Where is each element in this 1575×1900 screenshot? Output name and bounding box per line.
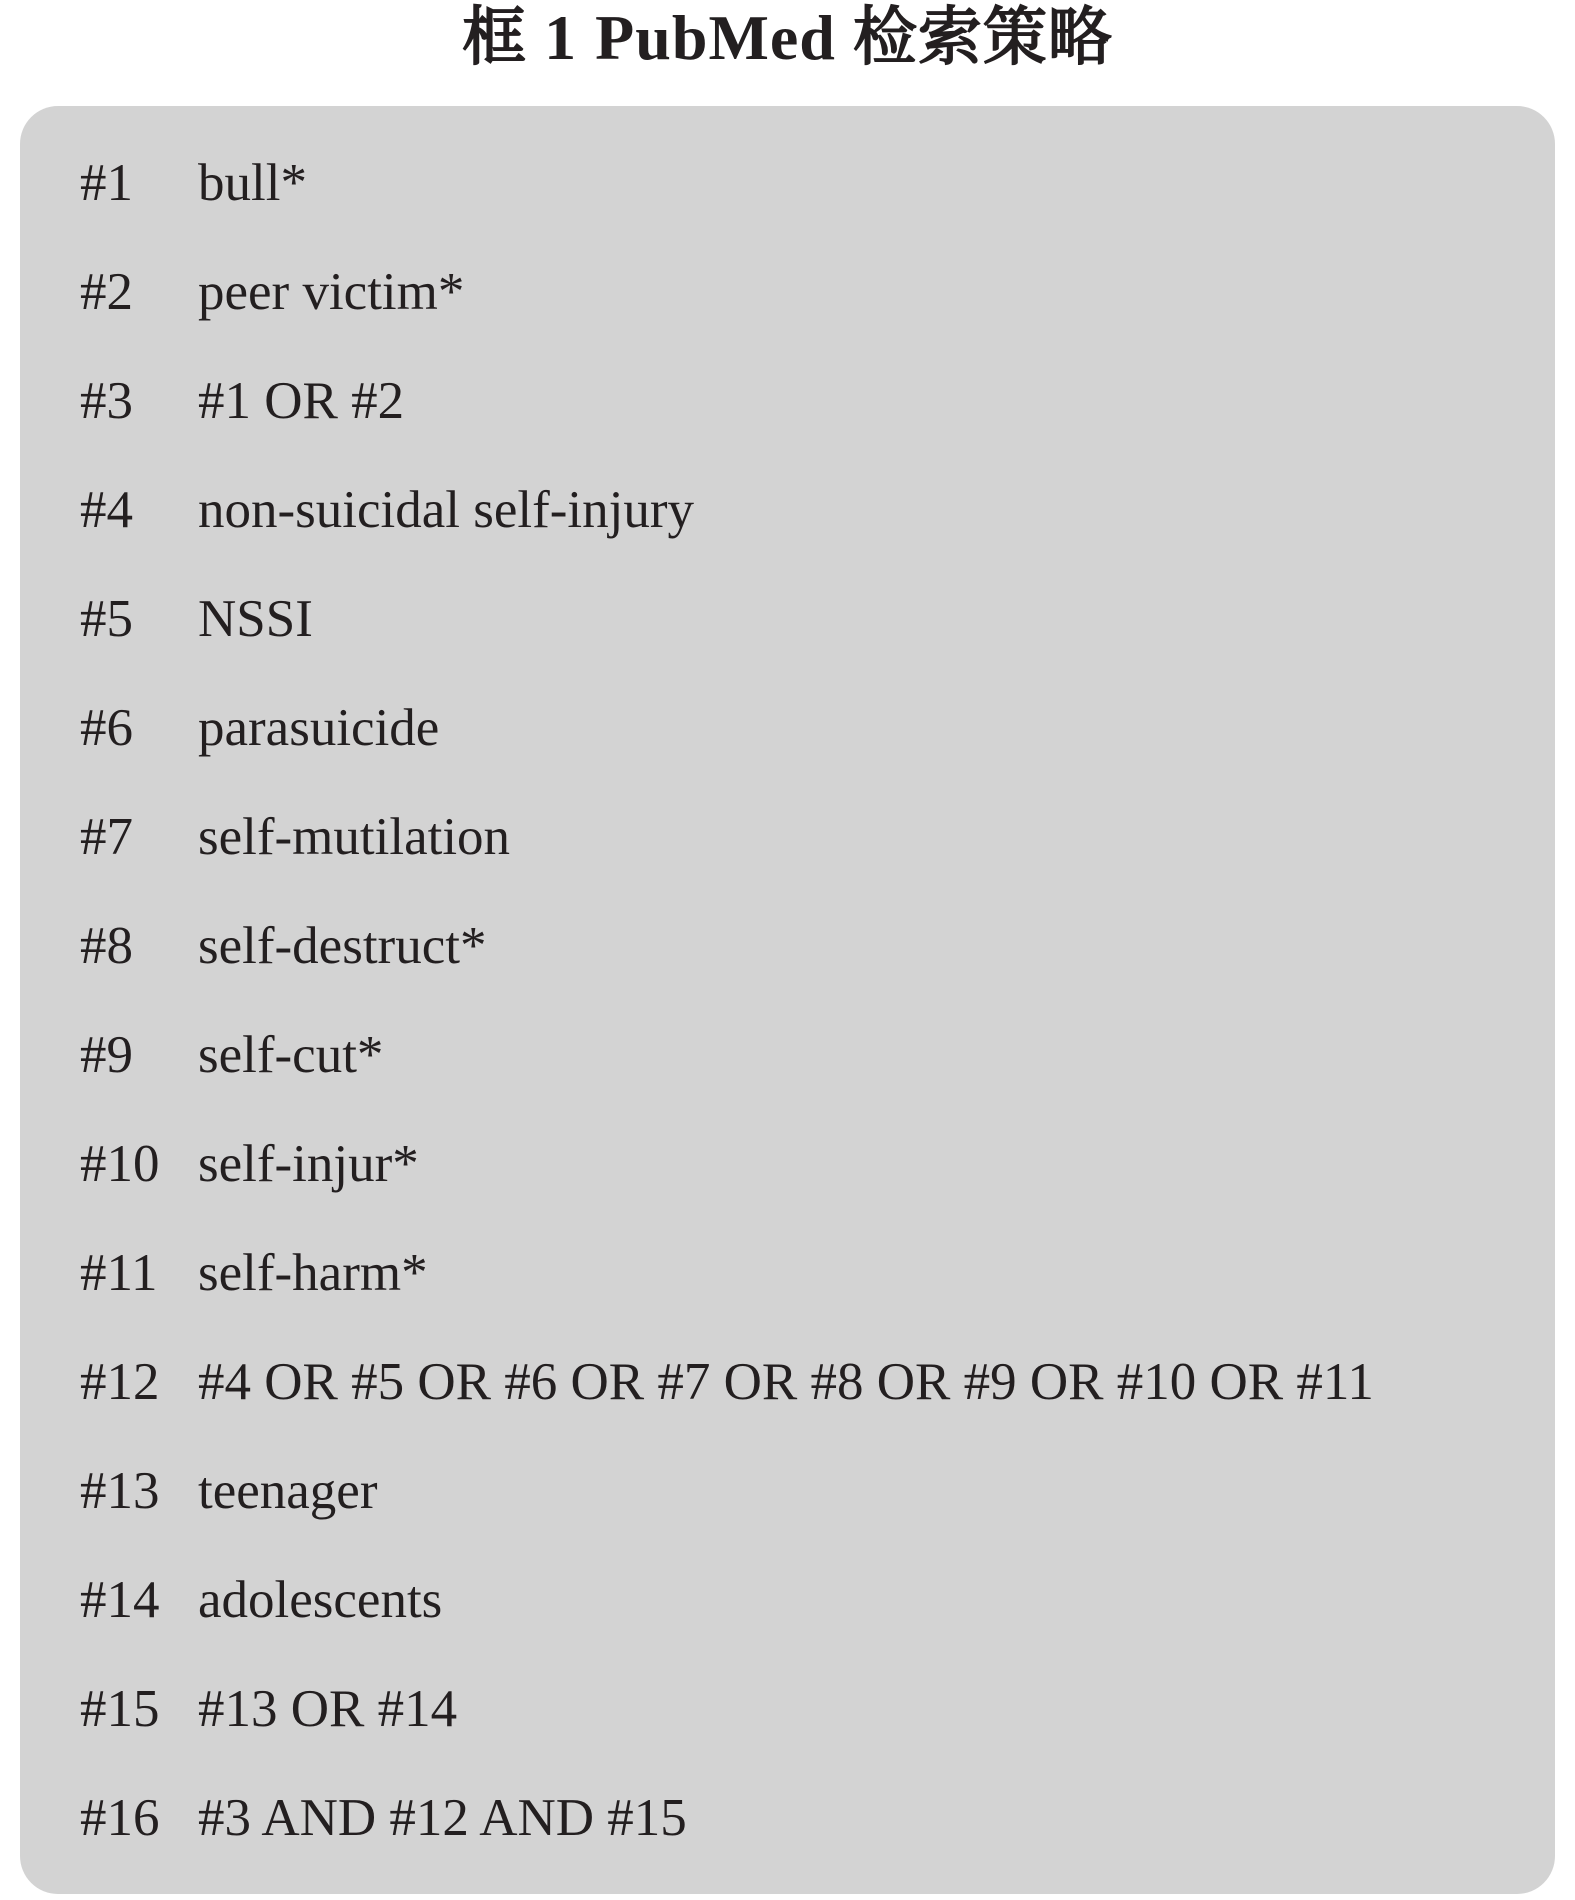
query-number: #12: [80, 1353, 160, 1411]
query-term: self-injur*: [198, 1135, 419, 1193]
query-term: teenager: [198, 1462, 378, 1520]
query-term: adolescents: [198, 1571, 443, 1629]
query-row: [20, 1560, 1555, 1640]
box-name: PubMed 检索策略: [595, 2, 1113, 73]
query-term: #1 OR #2: [198, 372, 405, 430]
query-number: #6: [80, 699, 133, 757]
query-number: #5: [80, 590, 133, 648]
query-row: [20, 906, 1555, 986]
query-number: #8: [80, 917, 133, 975]
query-row: [20, 1233, 1555, 1313]
query-number: #15: [80, 1680, 160, 1738]
query-number: #10: [80, 1135, 160, 1193]
query-term: #3 AND #12 AND #15: [198, 1789, 687, 1847]
query-number: #14: [80, 1571, 160, 1629]
query-number: #4: [80, 481, 133, 539]
query-term: non-suicidal self-injury: [198, 481, 695, 539]
query-row: [20, 1451, 1555, 1531]
query-term: self-mutilation: [198, 808, 511, 866]
query-number: #2: [80, 263, 133, 321]
query-row: [20, 1124, 1555, 1204]
search-strategy-box: [20, 106, 1555, 1894]
query-row: [20, 579, 1555, 659]
query-term: self-harm*: [198, 1244, 428, 1302]
query-number: #11: [80, 1244, 158, 1302]
query-term: bull*: [198, 154, 307, 212]
query-row: [20, 1778, 1555, 1858]
query-number: #16: [80, 1789, 160, 1847]
box-title: [0, 0, 1575, 80]
query-term: NSSI: [198, 590, 313, 648]
query-term: peer victim*: [198, 263, 465, 321]
query-row: [20, 361, 1555, 441]
query-row: [20, 797, 1555, 877]
query-row: [20, 1015, 1555, 1095]
query-row: [20, 688, 1555, 768]
box-label: 框 1: [462, 2, 578, 73]
query-number: #1: [80, 154, 133, 212]
query-number: #3: [80, 372, 133, 430]
query-term: self-cut*: [198, 1026, 384, 1084]
query-number: #9: [80, 1026, 133, 1084]
query-term: #13 OR #14: [198, 1680, 458, 1738]
query-term: #4 OR #5 OR #6 OR #7 OR #8 OR #9 OR #10 OR #11: [198, 1353, 1374, 1411]
query-number: #7: [80, 808, 133, 866]
query-row: [20, 143, 1555, 223]
query-number: #13: [80, 1462, 160, 1520]
query-row: [20, 1669, 1555, 1749]
query-term: parasuicide: [198, 699, 440, 757]
query-row: [20, 1342, 1555, 1422]
query-row: [20, 470, 1555, 550]
query-row: [20, 252, 1555, 332]
query-term: self-destruct*: [198, 917, 487, 975]
